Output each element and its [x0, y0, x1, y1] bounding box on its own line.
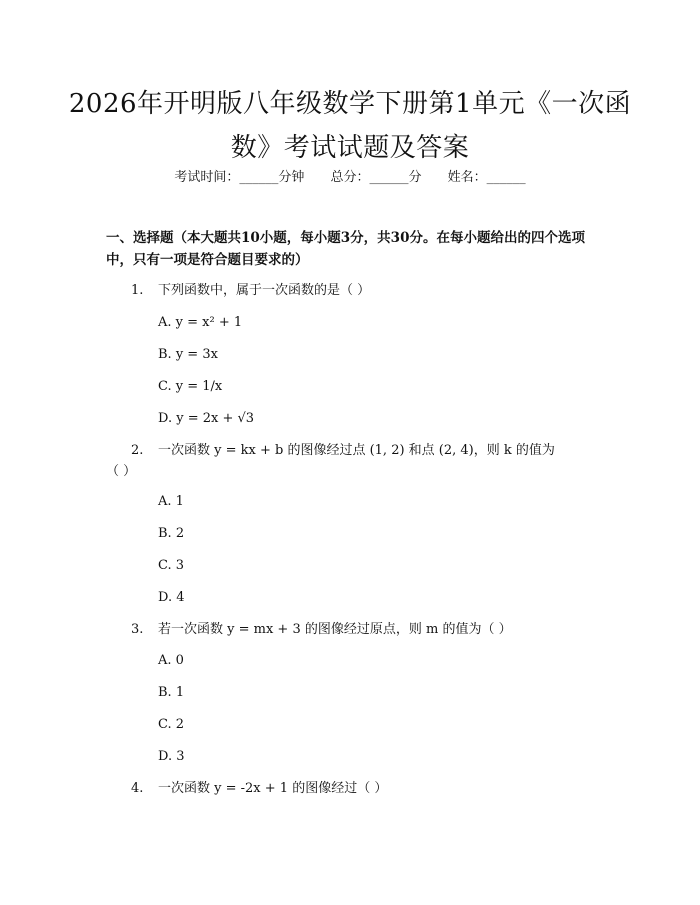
option-1c: C. y = 1/x	[158, 379, 223, 394]
option-3c: C. 2	[158, 717, 185, 732]
option-2a: A. 1	[158, 494, 184, 509]
question-number: 1.	[131, 283, 144, 298]
option-3b: B. 1	[158, 685, 185, 700]
option-3a: A. 0	[158, 653, 184, 668]
question-number: 2.	[131, 443, 144, 458]
option-1a: A. y = x² + 1	[158, 315, 243, 330]
name-label: 姓名：______	[447, 170, 526, 185]
exam-info	[0, 169, 700, 187]
question-text: 若一次函数 y = mx + 3 的图像经过原点，则 m 的值为（ ）	[158, 622, 512, 637]
question-text: 一次函数 y = kx + b 的图像经过点 (1, 2) 和点 (2, 4)，则 k 的值为	[158, 443, 555, 458]
exam-time-label: 考试时间：______分钟	[174, 170, 305, 185]
option-3d: D. 3	[158, 749, 185, 764]
question-text: 下列函数中，属于一次函数的是（ ）	[158, 283, 371, 298]
option-1d: D. y = 2x + √3	[158, 411, 255, 426]
option-2d: D. 4	[158, 590, 185, 605]
option-2b: B. 2	[158, 526, 185, 541]
section-heading: 一、选择题（本大题共10小题，每小题3分，共30分。在每小题给出的四个选项中，只有一项是符合题目要求的）	[106, 230, 585, 268]
option-2c: C. 3	[158, 558, 185, 573]
question-2	[131, 440, 601, 461]
total-score-label: 总分：______分	[330, 170, 422, 185]
page-title: 2026年开明版八年级数学下册第1单元《一次函数》考试试题及答案	[68, 89, 632, 163]
option-1b: B. y = 3x	[158, 347, 218, 362]
question-1	[131, 280, 601, 301]
question-number: 3.	[131, 622, 144, 637]
question-number: 4.	[131, 781, 144, 796]
question-3	[131, 619, 601, 640]
question-text: 一次函数 y = -2x + 1 的图像经过（ ）	[158, 781, 388, 796]
question-2-continuation: （ ）	[106, 464, 137, 479]
question-4	[131, 778, 601, 799]
